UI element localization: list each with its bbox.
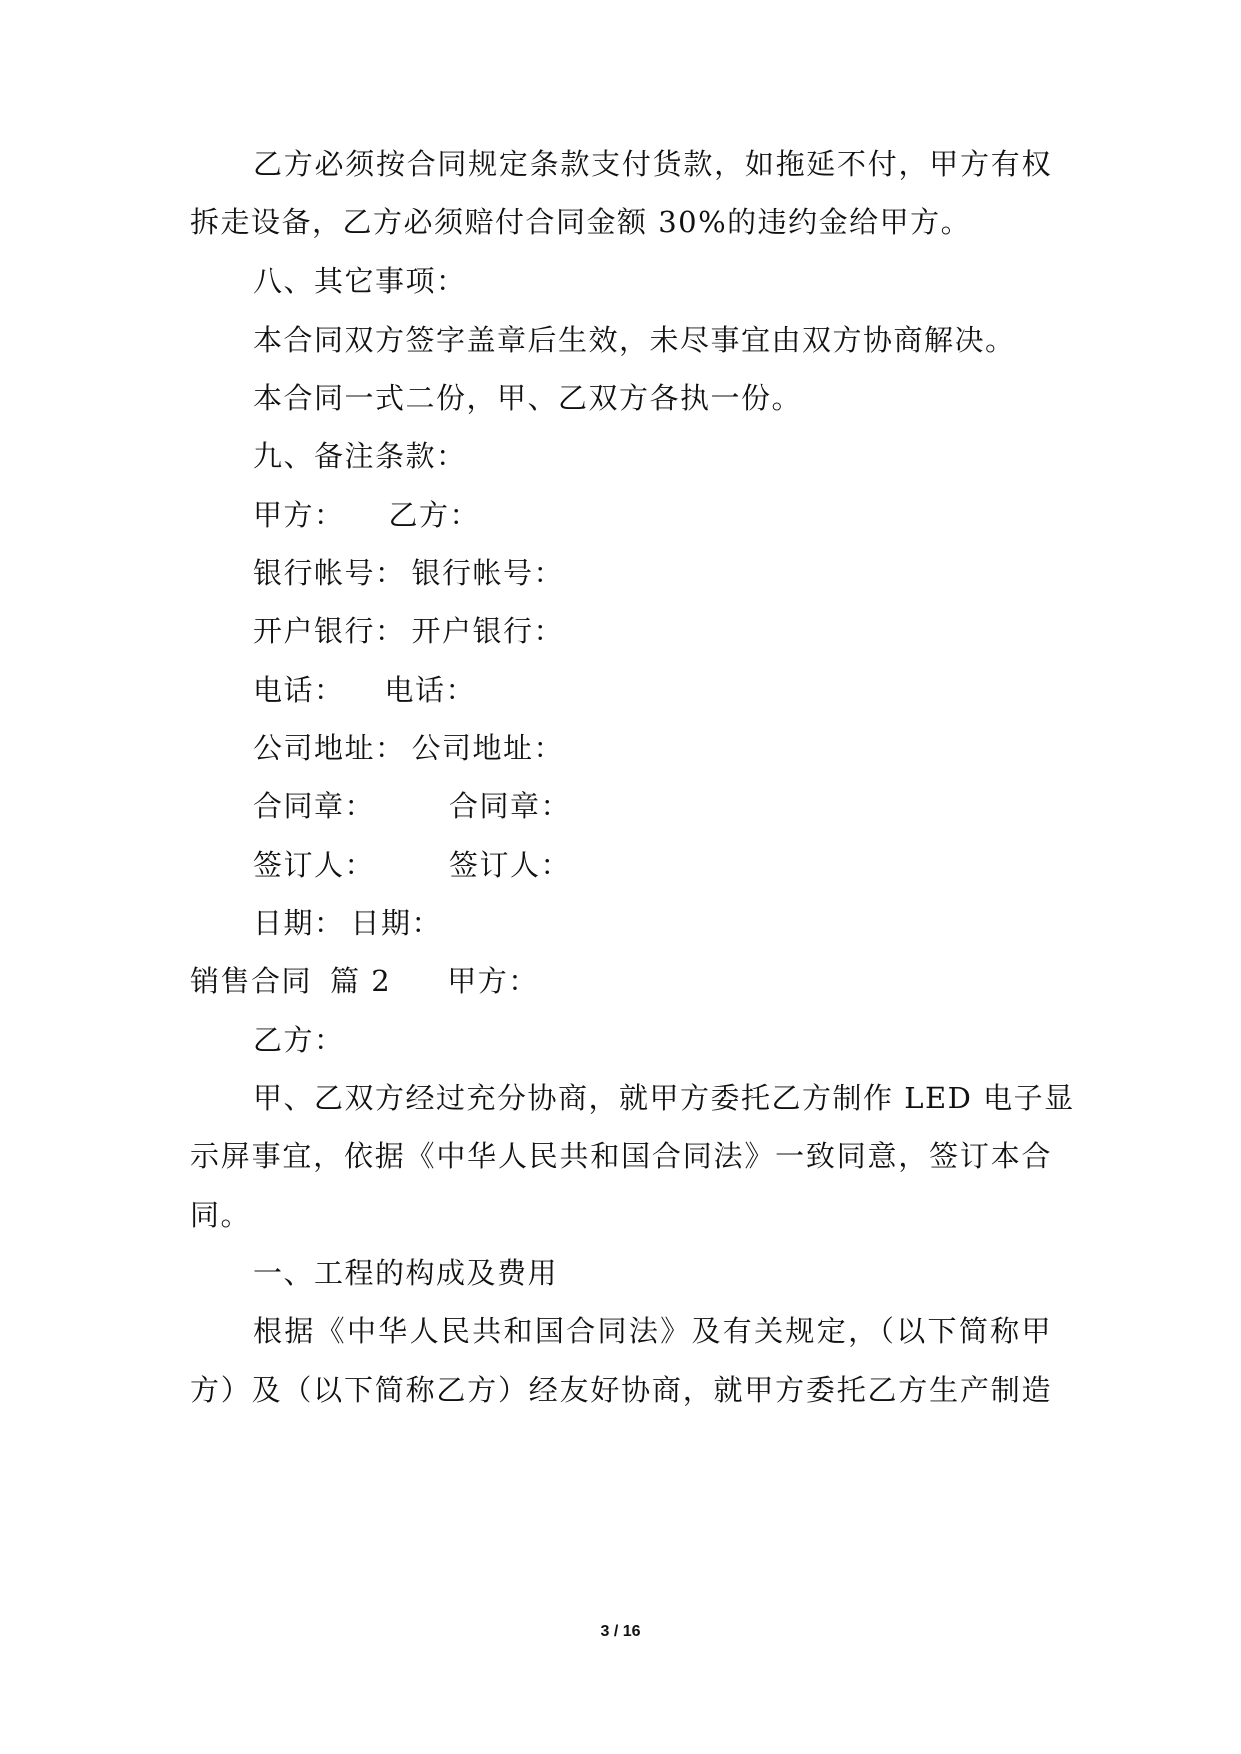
signature-row <box>253 845 571 885</box>
signature-label-right: 公司地址： <box>411 731 565 765</box>
signature-label-left: 开户银行： <box>253 614 406 648</box>
signature-label-left: 甲方： <box>253 498 345 532</box>
paragraph-basis-line-1: 根据《中华人民共和国合同法》及有关规定，（以下简称甲 <box>253 1314 1052 1348</box>
signature-row <box>253 611 564 651</box>
paragraph-copies: 本合同一式二份，甲、乙双方各执一份。 <box>253 381 803 415</box>
signature-label-right: 签订人： <box>449 848 572 882</box>
signature-row <box>253 903 442 943</box>
signature-row <box>253 786 571 826</box>
signature-label-right: 银行帐号： <box>411 556 565 590</box>
signature-row <box>253 670 476 710</box>
heading-section-8: 八、其它事项： <box>253 264 467 298</box>
page-number: 3 / 16 <box>600 1623 641 1640</box>
signature-label-right: 日期： <box>350 906 443 940</box>
intro-line-3: 同。 <box>190 1198 252 1232</box>
intro-line-1: 甲、乙双方经过充分协商，就甲方委托乙方制作 LED 电子显 <box>253 1081 1075 1115</box>
paragraph-basis-line-2: 方）及（以下简称乙方）经友好协商，就甲方委托乙方生产制造 <box>190 1373 1052 1407</box>
heading-section-1: 一、工程的构成及费用 <box>253 1256 559 1290</box>
signature-row <box>253 495 480 535</box>
signature-label-left: 公司地址： <box>253 731 406 765</box>
signature-label-left: 电话： <box>253 673 345 707</box>
signature-label-right: 乙方： <box>388 498 481 532</box>
signature-row <box>253 728 564 768</box>
signature-label-left: 签订人： <box>253 848 376 882</box>
party-a-label: 甲方： <box>447 964 539 998</box>
signature-label-right: 电话： <box>384 673 477 707</box>
intro-line-2: 示屏事宜，依据《中华人民共和国合同法》一致同意，签订本合 <box>190 1139 1052 1173</box>
paragraph-payment-line-1: 乙方必须按合同规定条款支付货款，如拖延不付，甲方有权 <box>253 147 1052 181</box>
signature-label-left: 日期： <box>253 906 345 940</box>
heading-section-9: 九、备注条款： <box>253 439 467 473</box>
paragraph-effective: 本合同双方签字盖章后生效，未尽事宜由双方协商解决。 <box>253 323 1016 357</box>
paragraph-payment-line-2: 拆走设备，乙方必须赔付合同金额 30%的违约金给甲方。 <box>190 205 972 239</box>
signature-label-left: 合同章： <box>253 789 376 823</box>
signature-label-right: 合同章： <box>449 789 572 823</box>
contract-title-line <box>190 961 539 1001</box>
contract-title: 销售合同 <box>190 964 313 998</box>
party-b-label: 乙方： <box>253 1023 345 1057</box>
signature-row <box>253 553 564 593</box>
signature-label-right: 开户银行： <box>411 614 565 648</box>
signature-label-left: 银行帐号： <box>253 556 406 590</box>
contract-part: 篇 2 <box>330 964 392 998</box>
